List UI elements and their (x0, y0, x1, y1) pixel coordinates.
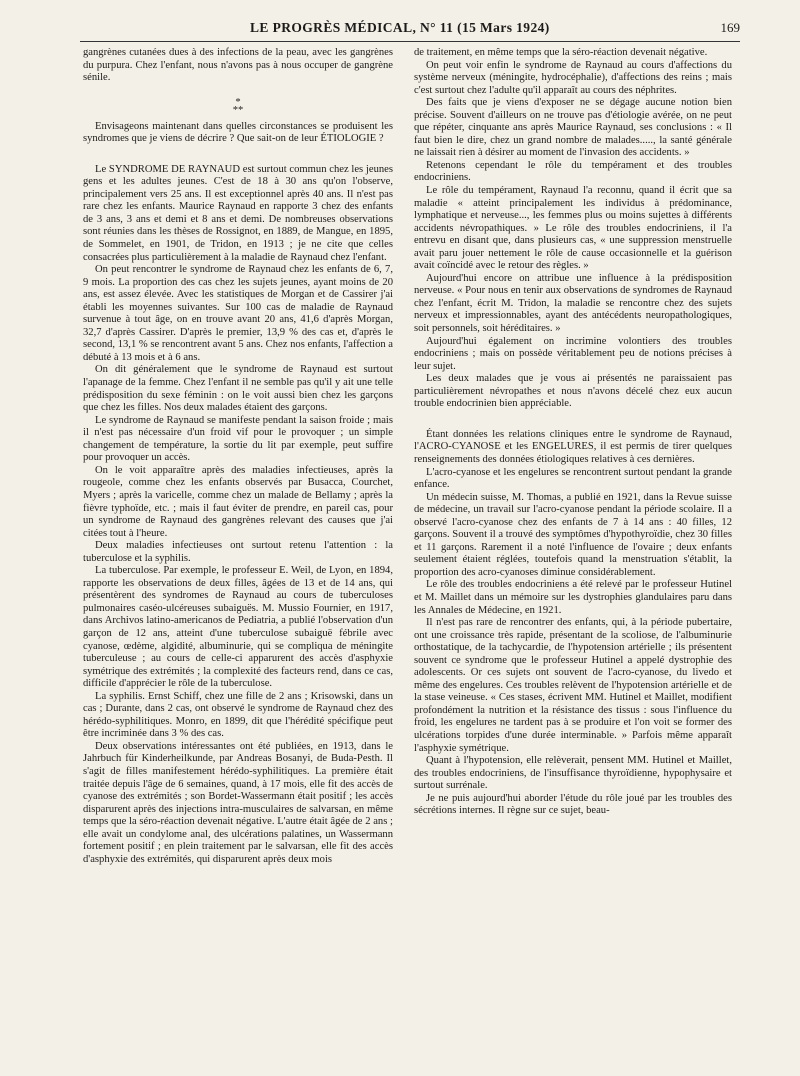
left-column (83, 47, 393, 1062)
paragraph: Le syndrome de Raynaud se manifeste pendant la saison froide ; mais il n'est pas nécessaire d'un froid vif pour le provoquer ; un simple changement de température, la sortie du lit par exemple, peut suffire pour provoquer un accès. (83, 414, 393, 464)
paragraph: On le voit apparaître après des maladies infectieuses, après la rougeole, comme chez les enfants observés par Busacca, Courchet, Myers ; après la varicelle, comme chez un malade de Bellamy ; après la fièvre typhoïde, etc. ; mais il faut éviter de prendre, en pareil cas, pour un syndrome de Raynaud des gangrènes relevant des causes que j'ai citées tout à l'heure. (83, 464, 393, 539)
paragraph: Deux maladies infectieuses ont surtout retenu l'attention : la tuberculose et la syphilis. (83, 540, 393, 564)
journal-title: LE PROGRÈS MÉDICAL, N° 11 (15 Mars 1924) (250, 20, 550, 35)
paragraph: Quant à l'hypotension, elle relèverait, pensent MM. Hutinel et Maillet, des troubles endocriniens, de l'insuffisance thyroïdienne, hypophysaire et surtout surrénale. (414, 755, 732, 792)
paragraph: Le rôle des troubles endocriniens a été relevé par le professeur Hutinel et M. Maillet dans un mémoire sur les dystrophies glandulaires paru dans les Annales de Médecine, en 1921. (414, 579, 732, 616)
paragraph: Le rôle du tempérament, Raynaud l'a reconnu, quand il écrit que sa maladie « atteint principalement les individus à prédominance, lymphatique et nerveuse..., les femmes plus ou moins sujettes à différents accidents névropathiques. » Le rôle des troubles endocriniens, il l'a entrevu en disant que, dans plusieurs cas, « une suppression menstruelle avait paru jouer nettement le rôle de cause occasionnelle et la guérison avait coïncidé avec le retour des règles. » (414, 185, 732, 272)
section-separator: * ** (232, 96, 244, 116)
paragraph: de traitement, en même temps que la séro-réaction devenait négative. (414, 47, 708, 58)
paragraph: La syphilis. Ernst Schiff, chez une fille de 2 ans ; Krisowski, dans un cas ; Durante, dans 2 cas, ont observé le syndrome de Raynaud chez des hérédo-syphilitiques. Monro, en 1899, dit que l'hérédité spécifique peut être incriminée dans 3 % des cas. (83, 690, 393, 740)
paragraph: Les deux malades que je vous ai présentés ne paraissaient pas particulièrement névropathes et nous n'avons décelé chez eux aucun trouble endocrinien bien appréciable. (414, 373, 732, 410)
paragraph: Étant données les relations cliniques entre le syndrome de Raynaud, l'ACRO-CYANOSE et les ENGELURES, il est permis de tirer quelques renseignements des données étiologiques relatives à ces dernières. (414, 428, 732, 465)
paragraph: On dit généralement que le syndrome de Raynaud est surtout l'apanage de la femme. Chez l'enfant il ne semble pas qu'il y ait une telle prédisposition du sexe féminin : on le voit aussi bien chez les garçons que chez les filles. Nos deux malades étaient des garçons. (83, 364, 393, 414)
paragraph: Retenons cependant le rôle du tempérament et des troubles endocriniens. (414, 159, 732, 184)
paragraph: On peut rencontrer le syndrome de Raynaud chez les enfants de 6, 7, 9 mois. La proportion des cas chez les sujets jeunes, ayant moins de 20 ans, est assez élevée. Avec les statistiques de Morgan et de Cassirer j'ai établi les moyennes suivantes. Sur 100 cas de maladie de Raynaud survenue à tout âge, on en trouve avant 20 ans, 41,6 d'après Morgan, 32,7 d'après Cassirer. D'après le premier, 13,9 % des cas et, d'après le second, 13,1 % se rencontrent avant 5 ans. Chez nos enfants, l'affection a débuté à 13 mois et à 6 ans. (83, 264, 393, 363)
paragraph: Le SYNDROME DE RAYNAUD est surtout commun chez les jeunes gens et les adultes jeunes. C'est de 18 à 30 ans qu'on l'observe, principalement vers 25 ans. Il est exceptionnel après 40 ans. Il n'est pas rare chez les enfants. Maurice Raynaud en rapporte 3 chez des enfants de 3 ans, 3 ans et demi et 8 ans et demi. De nombreuses observations sont réunies dans les thèses de Rossignot, en 1889, de Mangue, en 1895, de Sommelet, en 1901, de Tridon, en 1913 ; je ne cite que celles consacrées plus particulièrement à la maladie de Raynaud chez l'enfant. (83, 163, 393, 263)
paragraph: Aujourd'hui également on incrimine volontiers des troubles endocriniens ; mais on possède véritablement peu de notions précises à leur sujet. (414, 335, 732, 372)
paragraph: Je ne puis aujourd'hui aborder l'étude du rôle joué par les troubles des sécrétions internes. Il règne sur ce sujet, beau- (414, 792, 732, 817)
right-column (414, 47, 732, 1062)
page-header (80, 17, 740, 42)
paragraph: On peut voir enfin le syndrome de Raynaud au cours d'affections du système nerveux (méningite, hydrocéphalie), d'affections des reins ; mais c'est surtout chez l'adulte qu'il apparaît au cours des néphrites. (414, 59, 732, 96)
paragraph: La tuberculose. Par exemple, le professeur E. Weil, de Lyon, en 1894, rapporte les observations de deux filles, âgées de 13 et de 14 ans, qui présentèrent des syndromes de Raynaud au cours de tuberculoses pulmonaires caséo-ulcéreuses subaiguës. M. Mussio Fournier, en 1917, dans Archivos latino-americanos de Pediatria, a publié l'observation d'un garçon de 12 ans, atteint d'une tuberculose subaiguë fébrile avec cyanose, œdème, algidité, albuminurie, qui se compliqua de méningite tuberculeuse ; au cours de celle-ci apparurent des accès d'asphyxie symétrique des extrémités ; la complexité des facteurs rend, dans ce cas, difficile d'apprécier le rôle de la tuberculose. (83, 565, 393, 690)
paragraph: Envisageons maintenant dans quelles circonstances se produisent les syndromes que je viens de décrire ? Que sait-on de leur ÉTIOLOGIE ? (83, 120, 393, 145)
paragraph: Aujourd'hui encore on attribue une influence à la prédisposition nerveuse. « Pour nous en tenir aux observations de syndromes de Raynaud chez l'enfant, écrit M. Tridon, la maladie se rencontre chez des sujets nerveux et impressionnables, ayant des antécédents neuropathologiques, soit personnels, soit héréditaires. » (414, 272, 732, 335)
paragraph: Des faits que je viens d'exposer ne se dégage aucune notion bien précise. Souvent d'ailleurs on ne trouve pas d'étiologie avérée, on ne peut que répéter, cinquante ans après Maurice Raynaud, ses conclusions : « Il faut bien le dire, chez un grand nombre de malades....., la santé générale ne laissait rien à désirer au moment de l'invasion des accidents. » (414, 97, 732, 159)
paragraph: gangrènes cutanées dues à des infections de la peau, avec les gangrènes du purpura. Chez l'enfant, nous n'avons pas à nous occuper de gangrène sénile. (83, 47, 393, 84)
paragraph: Deux observations intéressantes ont été publiées, en 1913, dans le Jahrbuch für Kinderheilkunde, par Andreas Bosanyi, de Buda-Pesth. Il s'agit de filles manifestement hérédo-syphilitiques. La première était traitée depuis l'âge de 6 semaines, quand, à 17 mois, elle fit des accès de cyanose des extrémités ; son Bordet-Wassermann était positif ; les accès disparurent après des injections intra-musculaires de salvarsan, en même temps que la séro-réaction devenait négative. L'autre était âgée de 2 ans ; elle avait un condylome anal, des ulcérations palatines, un Wassermann fortement positif ; en plein traitement par le salvarsan, elle fit des accès d'asphyxie des extrémités, qui disparurent après deux mois (83, 740, 393, 865)
paragraph: L'acro-cyanose et les engelures se rencontrent surtout pendant la grande enfance. (414, 466, 732, 491)
paragraph: Il n'est pas rare de rencontrer des enfants, qui, à la période pubertaire, ont une croissance très rapide, présentant de la scoliose, de l'albuminurie orthostatique, de la tachycardie, de l'hypotension artérielle ; ils présentent souvent ce syndrome que le professeur Hutinel a appelé dystrophie des adolescents. Or ces sujets ont souvent de l'acro-cyanose, du livedo et même des engelures. Ces troubles relèvent de l'hypotension artérielle et de la stase veineuse. « Ces stases, écrivent MM. Hutinel et Maillet, modifient profondément la nutrition et la résistance des tissus : sous l'influence du froid, les engelures ne tardent pas à se produire et l'on voit se former des ulcérations torpides d'une durée interminable. » Parfois même apparaît l'asphyxie symétrique. (414, 617, 732, 754)
paragraph: Un médecin suisse, M. Thomas, a publié en 1921, dans la Revue suisse de médecine, un travail sur l'acro-cyanose pendant la période scolaire. Il a observé l'acro-cyanose chez des enfants de 7 à 14 ans : 40 filles, 12 garçons. Souvent il a trouvé des symptômes d'hypothyroïdie, chez 30 filles et 11 garçons. Rarement il a noté l'influence de l'ovaire ; deux enfants seulement étaient réglées, toutefois quand la menstruation s'établit, la proportion des acro-cyanoses diminue considérablement. (414, 491, 732, 578)
page-number: 169 (720, 20, 740, 35)
